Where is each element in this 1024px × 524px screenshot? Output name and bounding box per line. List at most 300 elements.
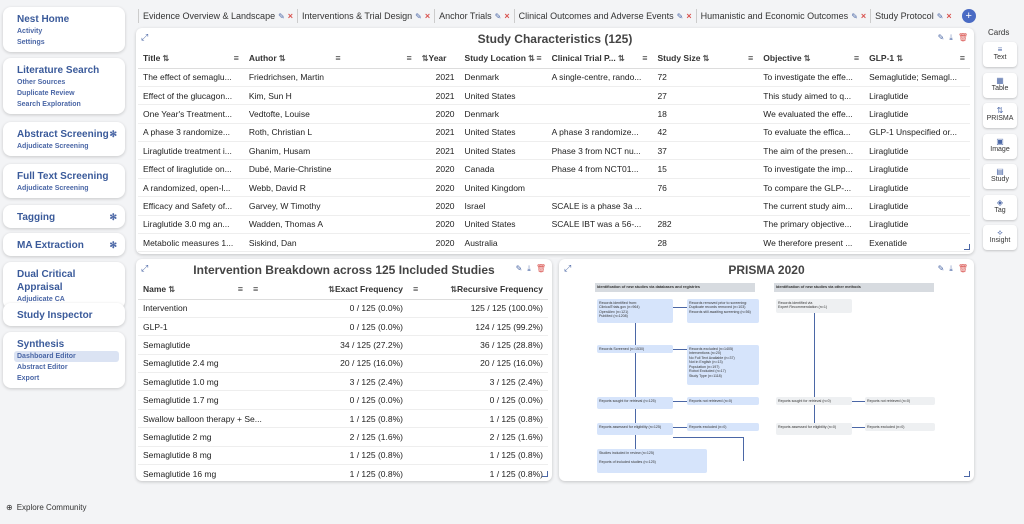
gear-icon[interactable]: ✻ <box>109 129 117 139</box>
table-cell <box>346 234 417 252</box>
column-label: Objective <box>763 53 802 64</box>
table-cell: 76 <box>652 178 758 196</box>
download-icon[interactable]: ⤓ <box>949 33 953 42</box>
table-cell: SCALE IBT was a 56-... <box>547 215 653 233</box>
exact-frequency: 1 / 125 (0.8%) <box>278 465 408 481</box>
nav-item-export[interactable]: Export <box>17 375 40 382</box>
table-cell: Siskind, Dan <box>244 234 346 252</box>
delete-icon[interactable]: 🗑 <box>535 264 546 273</box>
table-cell <box>346 197 417 215</box>
intervention-name: GLP-1 <box>138 317 278 335</box>
nav-group-full-text-screening <box>3 164 125 198</box>
recursive-frequency: 1 / 125 (0.8%) <box>408 446 548 464</box>
pencil-icon[interactable]: ✎ <box>494 11 502 21</box>
card-table[interactable] <box>983 73 1017 98</box>
table-cell: Denmark <box>460 105 547 123</box>
close-icon[interactable]: × <box>946 11 952 21</box>
table-cell: United Kingdom <box>460 178 547 196</box>
column-label: Exact Frequency <box>334 284 403 295</box>
prisma-included: Studies included in review (n=125) Reports of included studies (n=125) <box>597 449 707 473</box>
nav-group-title[interactable] <box>17 128 125 141</box>
table-row[interactable] <box>138 428 548 446</box>
intervention-name: Semaglutide 1.0 mg <box>138 373 278 391</box>
table-cell: One Year's Treatment... <box>138 105 244 123</box>
tab-2[interactable] <box>434 9 514 23</box>
table-cell <box>547 178 653 196</box>
pencil-icon[interactable]: ✎ <box>936 11 944 21</box>
column-label: Author <box>248 53 277 64</box>
table-row[interactable] <box>138 354 548 372</box>
card-label: PRISMA <box>986 115 1014 122</box>
table-cell: Liraglutide <box>864 142 970 160</box>
table-cell: Canada <box>460 160 547 178</box>
exact-frequency: 0 / 125 (0.0%) <box>278 391 408 409</box>
table-cell: 2020 <box>417 178 460 196</box>
table-row[interactable] <box>138 142 970 160</box>
nav-item-duplicate-review[interactable]: Duplicate Review <box>17 90 75 97</box>
table-row[interactable] <box>138 68 970 86</box>
table-cell: Webb, David R <box>244 178 346 196</box>
tab-4[interactable] <box>696 9 871 23</box>
recursive-frequency: 36 / 125 (28.8%) <box>408 336 548 354</box>
recursive-frequency: 1 / 125 (0.8%) <box>408 409 548 427</box>
table-row[interactable] <box>138 123 970 141</box>
column-header[interactable] <box>278 280 408 299</box>
tab-0[interactable] <box>138 9 297 23</box>
study-icon: ▤ <box>996 167 1004 176</box>
sort-icon[interactable]: ⇅ <box>328 284 335 294</box>
card-label: Table <box>991 84 1009 92</box>
exact-frequency: 20 / 125 (16.0%) <box>278 354 408 372</box>
nav-item-activity[interactable]: Activity <box>17 28 43 35</box>
table-cell: United States <box>460 86 547 104</box>
table-cell: 72 <box>652 68 758 86</box>
table-row[interactable] <box>138 373 548 391</box>
table-cell <box>346 160 417 178</box>
nav-group-title[interactable] <box>17 239 125 252</box>
table-cell: Denmark <box>460 68 547 86</box>
nav-item-adjudicate-screening[interactable]: Adjudicate Screening <box>17 185 89 192</box>
table-cell: Liraglutide <box>864 215 970 233</box>
filter-icon[interactable]: ≡ <box>237 284 243 295</box>
close-icon[interactable]: × <box>860 11 867 21</box>
prisma-not-retrieved: Reports not retrieved (n=0) <box>687 397 759 405</box>
card-label: Tag <box>994 206 1006 214</box>
nav-group-title[interactable] <box>17 13 125 26</box>
nav-item-search-exploration[interactable]: Search Exploration <box>17 101 81 108</box>
edit-icon[interactable]: ✎ <box>937 264 945 273</box>
close-icon[interactable]: × <box>287 11 294 21</box>
tab-label: Anchor Trials <box>439 11 492 21</box>
close-icon[interactable]: × <box>504 11 510 21</box>
recursive-frequency: 125 / 125 (100.0%) <box>408 299 548 317</box>
expand-icon[interactable]: ⤢ <box>141 32 149 42</box>
table-cell: To investigate the effe... <box>758 68 864 86</box>
card-prisma[interactable] <box>983 103 1017 128</box>
table-cell: Ghanim, Husam <box>244 142 346 160</box>
study-table <box>138 49 970 252</box>
nav-item-adjudicate-screening[interactable]: Adjudicate Screening <box>17 143 89 150</box>
card-tag[interactable] <box>983 195 1017 220</box>
table-cell: A phase 3 randomize... <box>547 123 653 141</box>
delete-icon[interactable]: 🗑 <box>957 264 968 273</box>
table-cell: 37 <box>652 142 758 160</box>
tab-3[interactable] <box>514 9 696 23</box>
table-row[interactable] <box>138 317 548 335</box>
explore-community-link[interactable] <box>6 503 87 512</box>
pencil-icon[interactable]: ✎ <box>415 11 422 21</box>
table-cell: 18 <box>652 105 758 123</box>
card-label: Study <box>991 176 1009 183</box>
column-header[interactable] <box>248 280 278 299</box>
table-cell: 2021 <box>417 68 460 86</box>
column-header[interactable] <box>460 49 547 68</box>
table-cell: We therefore present ... <box>758 234 864 252</box>
recursive-frequency: 3 / 125 (2.4%) <box>408 373 548 391</box>
nav-group-label: Full Text Screening <box>17 171 109 182</box>
table-cell: 2020 <box>417 105 460 123</box>
expand-icon[interactable]: ⤢ <box>564 263 572 273</box>
table-cell: 2020 <box>417 160 460 178</box>
tab-label: Interventions & Trial Design <box>302 11 413 21</box>
nav-group-literature-search <box>3 58 125 114</box>
table-cell <box>346 105 417 123</box>
prisma-other-sought: Reports sought for retrieval (n=0) <box>776 397 852 405</box>
table-cell: SCALE is a phase 3a ... <box>547 197 653 215</box>
text-icon: ≡ <box>997 45 1003 54</box>
tab-label: Evidence Overview & Landscape <box>143 11 276 21</box>
column-header[interactable] <box>138 49 244 68</box>
prisma-identified: Records identified from: ClinicalTrials.gov (n=964) OpenAlex (n=121) PubMed (n=1208) <box>597 299 673 323</box>
table-cell <box>346 68 417 86</box>
intervention-name: Semaglutide 1.7 mg <box>138 391 278 409</box>
table-cell: Dubé, Marie-Christine <box>244 160 346 178</box>
nav-group-nest-home <box>3 7 125 52</box>
nav-group-label: Nest Home <box>17 14 70 25</box>
card-label: Image <box>990 145 1010 153</box>
table-cell: A randomized, open-l... <box>138 178 244 196</box>
table-cell: To investigate the imp... <box>758 160 864 178</box>
gear-icon[interactable]: ✻ <box>109 240 117 250</box>
exact-frequency: 3 / 125 (2.4%) <box>278 373 408 391</box>
pencil-icon[interactable]: ✎ <box>676 11 684 21</box>
nav-group-title[interactable] <box>17 170 125 183</box>
prisma-other-excluded: Reports excluded (n=0) <box>865 423 935 431</box>
table-row[interactable] <box>138 465 548 481</box>
resize-handle[interactable] <box>964 471 970 477</box>
delete-icon[interactable]: 🗑 <box>957 33 968 42</box>
table-cell <box>346 142 417 160</box>
column-label: Clinical Trial P... <box>551 53 616 64</box>
expand-icon[interactable]: ⤢ <box>141 263 149 273</box>
table-cell: Liraglutide <box>864 105 970 123</box>
table-row[interactable] <box>138 105 970 123</box>
table-row[interactable] <box>138 178 970 196</box>
prisma-assessed: Reports assessed for eligibility (n=125) <box>597 423 673 435</box>
sort-icon[interactable]: ⇅ <box>276 54 286 64</box>
nav-group-label: Dual Critical Appraisal <box>17 269 76 293</box>
card-text[interactable] <box>983 42 1017 67</box>
table-cell: 27 <box>652 86 758 104</box>
table-cell: The current study aim... <box>758 197 864 215</box>
column-header[interactable] <box>346 49 417 68</box>
filter-icon[interactable]: ≡ <box>536 53 542 64</box>
nav-item-other-sources[interactable]: Other Sources <box>17 79 66 86</box>
sort-icon[interactable]: ⇅ <box>160 54 170 64</box>
column-header[interactable] <box>547 49 653 68</box>
nav-group-synthesis <box>3 332 125 388</box>
table-cell: 2020 <box>417 234 460 252</box>
prisma-reports-excluded: Reports excluded (n=0) <box>687 423 759 431</box>
insight-icon: ⟡ <box>997 228 1003 237</box>
sort-icon[interactable]: ⇅ <box>450 284 458 294</box>
intervention-name: Swallow balloon therapy + Se... <box>138 409 278 427</box>
table-cell: Liraglutide <box>864 197 970 215</box>
table-cell: Australia <box>460 234 547 252</box>
image-icon: ▣ <box>996 136 1004 146</box>
table-cell: Liraglutide <box>864 86 970 104</box>
table-cell: 42 <box>652 123 758 141</box>
filter-icon[interactable]: ≡ <box>406 53 412 64</box>
table-cell: Exenatide <box>864 234 970 252</box>
exact-frequency: 2 / 125 (1.6%) <box>278 428 408 446</box>
tab-label: Clinical Outcomes and Adverse Events <box>518 11 674 21</box>
tab-bar <box>138 7 976 25</box>
nav-group-study-inspector <box>3 303 125 326</box>
column-label: Recursive Frequency <box>457 284 543 295</box>
column-header[interactable] <box>864 49 970 68</box>
card-label: Text <box>993 54 1007 61</box>
nav-item-abstract-editor[interactable]: Abstract Editor <box>17 364 68 371</box>
table-icon: ▦ <box>996 75 1004 85</box>
pencil-icon[interactable]: ✎ <box>278 11 285 21</box>
column-label: Study Location <box>464 53 526 64</box>
sort-icon[interactable]: ⇅ <box>421 54 429 64</box>
filter-icon[interactable]: ≡ <box>642 53 648 64</box>
sidebar <box>0 0 130 524</box>
exact-frequency: 0 / 125 (0.0%) <box>278 299 408 317</box>
column-label: Study Size <box>657 53 701 64</box>
table-cell <box>652 197 758 215</box>
table-cell: Roth, Christian L <box>244 123 346 141</box>
intervention-name: Intervention <box>138 299 278 317</box>
table-row[interactable] <box>138 391 548 409</box>
recursive-frequency: 2 / 125 (1.6%) <box>408 428 548 446</box>
panel-title: Intervention Breakdown across 125 Included Studies <box>193 263 495 277</box>
filter-icon[interactable]: ≡ <box>335 53 341 64</box>
intervention-name: Semaglutide 2.4 mg <box>138 354 278 372</box>
sort-icon[interactable]: ⇅ <box>166 285 176 295</box>
nav-group-title[interactable] <box>17 268 125 294</box>
table-cell <box>547 105 653 123</box>
table-cell: United States <box>460 215 547 233</box>
table-cell: A single-centre, rando... <box>547 68 653 86</box>
filter-icon[interactable]: ≡ <box>959 53 965 64</box>
intervention-panel <box>136 259 552 481</box>
sort-icon[interactable]: ⇅ <box>894 54 904 64</box>
table-cell: 15 <box>652 160 758 178</box>
cards-title: Cards <box>988 28 1010 37</box>
table-cell: Phase 3 from NCT nu... <box>547 142 653 160</box>
resize-handle[interactable] <box>542 471 548 477</box>
nav-group-label: Synthesis <box>17 339 65 350</box>
recursive-frequency: 0 / 125 (0.0%) <box>408 391 548 409</box>
nav-group-label: Abstract Screening <box>17 129 109 140</box>
intervention-name: Semaglutide <box>138 336 278 354</box>
table-row[interactable] <box>138 197 970 215</box>
panel-title: Study Characteristics (125) <box>477 32 633 46</box>
column-label: GLP-1 <box>869 53 895 64</box>
table-cell: 2021 <box>417 142 460 160</box>
close-icon[interactable]: × <box>686 11 692 21</box>
table-row[interactable] <box>138 234 970 252</box>
table-cell: Semaglutide; Semagl... <box>864 68 970 86</box>
table-cell <box>346 215 417 233</box>
tab-5[interactable] <box>870 9 956 23</box>
table-cell: Friedrichsen, Martin <box>244 68 346 86</box>
nav-group-title[interactable] <box>17 338 125 351</box>
table-cell: The effect of semaglu... <box>138 68 244 86</box>
download-icon[interactable]: ⤓ <box>527 264 531 273</box>
nav-group-abstract-screening <box>3 122 125 156</box>
exact-frequency: 0 / 125 (0.0%) <box>278 317 408 335</box>
exact-frequency: 1 / 125 (0.8%) <box>278 446 408 464</box>
table-cell: 282 <box>652 215 758 233</box>
table-row[interactable] <box>138 409 548 427</box>
prisma-removed: Records removed prior to screening: Duplicate records removed (n=103) Records still awaiting screening (n=56) <box>687 299 759 323</box>
table-row[interactable] <box>138 299 548 317</box>
panel-title: PRISMA 2020 <box>728 263 805 277</box>
card-label: Insight <box>989 237 1011 244</box>
card-image[interactable] <box>983 134 1017 159</box>
table-cell: 2020 <box>417 215 460 233</box>
nav-group-label: Study Inspector <box>17 310 93 321</box>
prisma-other-identified: Records identified via Expert Recommendation (n=1) <box>776 299 852 313</box>
table-cell: 28 <box>652 234 758 252</box>
table-cell <box>346 178 417 196</box>
table-cell <box>547 234 653 252</box>
filter-icon[interactable]: ≡ <box>853 53 860 64</box>
column-header[interactable] <box>408 280 428 299</box>
sort-icon[interactable]: ⇅ <box>801 54 811 64</box>
tab-label: Humanistic and Economic Outcomes <box>700 11 849 21</box>
add-tab-button[interactable]: + <box>962 9 976 23</box>
nav-group-tagging <box>3 205 125 228</box>
prisma-diagram <box>589 283 969 478</box>
table-cell: United States <box>460 142 547 160</box>
table-cell: 2021 <box>417 86 460 104</box>
table-cell: United States <box>460 123 547 141</box>
column-header[interactable] <box>417 49 460 68</box>
edit-icon[interactable]: ✎ <box>937 33 945 42</box>
prisma-sought: Reports sought for retrieval (n=125) <box>597 397 673 409</box>
gear-icon[interactable]: ✻ <box>109 212 117 222</box>
table-cell <box>346 86 417 104</box>
table-cell: This study aimed to q... <box>758 86 864 104</box>
sort-icon[interactable]: ⇅ <box>615 54 625 64</box>
table-cell: A phase 3 randomize... <box>138 123 244 141</box>
table-cell: Phase 4 from NCT01... <box>547 160 653 178</box>
column-header[interactable] <box>138 280 248 299</box>
card-insight[interactable] <box>983 225 1017 250</box>
table-row[interactable] <box>138 86 970 104</box>
nav-item-settings[interactable]: Settings <box>17 39 45 46</box>
filter-icon[interactable]: ≡ <box>233 53 239 64</box>
study-characteristics-panel <box>136 28 974 254</box>
filter-icon[interactable]: ≡ <box>748 53 754 64</box>
filter-icon[interactable]: ≡ <box>253 284 259 295</box>
edit-icon[interactable]: ✎ <box>515 264 523 273</box>
recursive-frequency: 20 / 125 (16.0%) <box>408 354 548 372</box>
table-cell: 2021 <box>417 123 460 141</box>
prisma-screened: Records Screened (n=1530) <box>597 345 673 353</box>
sort-icon[interactable]: ⇅ <box>525 54 535 64</box>
resize-handle[interactable] <box>964 244 970 250</box>
exact-frequency: 1 / 125 (0.8%) <box>278 409 408 427</box>
nav-group-title[interactable] <box>17 211 125 224</box>
sort-icon[interactable]: ⇅ <box>700 54 710 64</box>
table-row[interactable] <box>138 160 970 178</box>
nav-group-title[interactable] <box>17 64 125 77</box>
table-cell: Wadden, Thomas A <box>244 215 346 233</box>
column-label: Name <box>143 284 167 295</box>
download-icon[interactable]: ⤓ <box>949 264 953 273</box>
nav-group-label: Literature Search <box>17 65 100 76</box>
table-cell: Effect of liraglutide on... <box>138 160 244 178</box>
column-header[interactable] <box>428 280 548 299</box>
column-header[interactable] <box>652 49 758 68</box>
tab-1[interactable] <box>297 9 434 23</box>
table-cell: Effect of the glucagon... <box>138 86 244 104</box>
intervention-name: Semaglutide 16 mg <box>138 465 278 481</box>
table-row[interactable] <box>138 446 548 464</box>
table-cell: We evaluated the effe... <box>758 105 864 123</box>
pencil-icon[interactable]: ✎ <box>851 11 858 21</box>
exact-frequency: 34 / 125 (27.2%) <box>278 336 408 354</box>
table-cell: The primary objective... <box>758 215 864 233</box>
table-cell: Liraglutide <box>864 178 970 196</box>
nav-group-ma-extraction <box>3 233 125 256</box>
prisma-head-left: Identification of new studies via databases and registries <box>595 283 755 292</box>
table-row[interactable] <box>138 336 548 354</box>
prisma-head-right: Identification of new studies via other methods <box>774 283 934 292</box>
table-cell: Efficacy and Safety of... <box>138 197 244 215</box>
filter-icon[interactable]: ≡ <box>413 284 419 295</box>
prisma-other-assessed: Reports assessed for eligibility (n=0) <box>776 423 852 435</box>
close-icon[interactable]: × <box>424 11 431 21</box>
recursive-frequency: 1 / 125 (0.8%) <box>408 465 548 481</box>
nav-item-adjudicate-ca[interactable]: Adjudicate CA <box>17 296 65 303</box>
intervention-name: Semaglutide 2 mg <box>138 428 278 446</box>
nav-group-dual-critical-appraisal <box>3 262 125 309</box>
intervention-table <box>138 280 548 481</box>
nav-group-title[interactable] <box>17 309 125 322</box>
prisma-other-not-retrieved: Reports not retrieved (n=0) <box>865 397 935 405</box>
table-cell: Liraglutide <box>864 160 970 178</box>
table-cell: The aim of the presen... <box>758 142 864 160</box>
table-cell: Garvey, W Timothy <box>244 197 346 215</box>
column-header[interactable] <box>244 49 346 68</box>
table-cell: 2020 <box>417 197 460 215</box>
intervention-name: Semaglutide 8 mg <box>138 446 278 464</box>
table-cell: Liraglutide treatment i... <box>138 142 244 160</box>
nav-group-label: MA Extraction <box>17 240 84 251</box>
nav-group-label: Tagging <box>17 212 56 223</box>
column-header[interactable] <box>758 49 864 68</box>
nav-item-dashboard-editor[interactable]: Dashboard Editor <box>14 351 119 362</box>
table-row[interactable] <box>138 215 970 233</box>
card-study[interactable] <box>983 164 1017 189</box>
